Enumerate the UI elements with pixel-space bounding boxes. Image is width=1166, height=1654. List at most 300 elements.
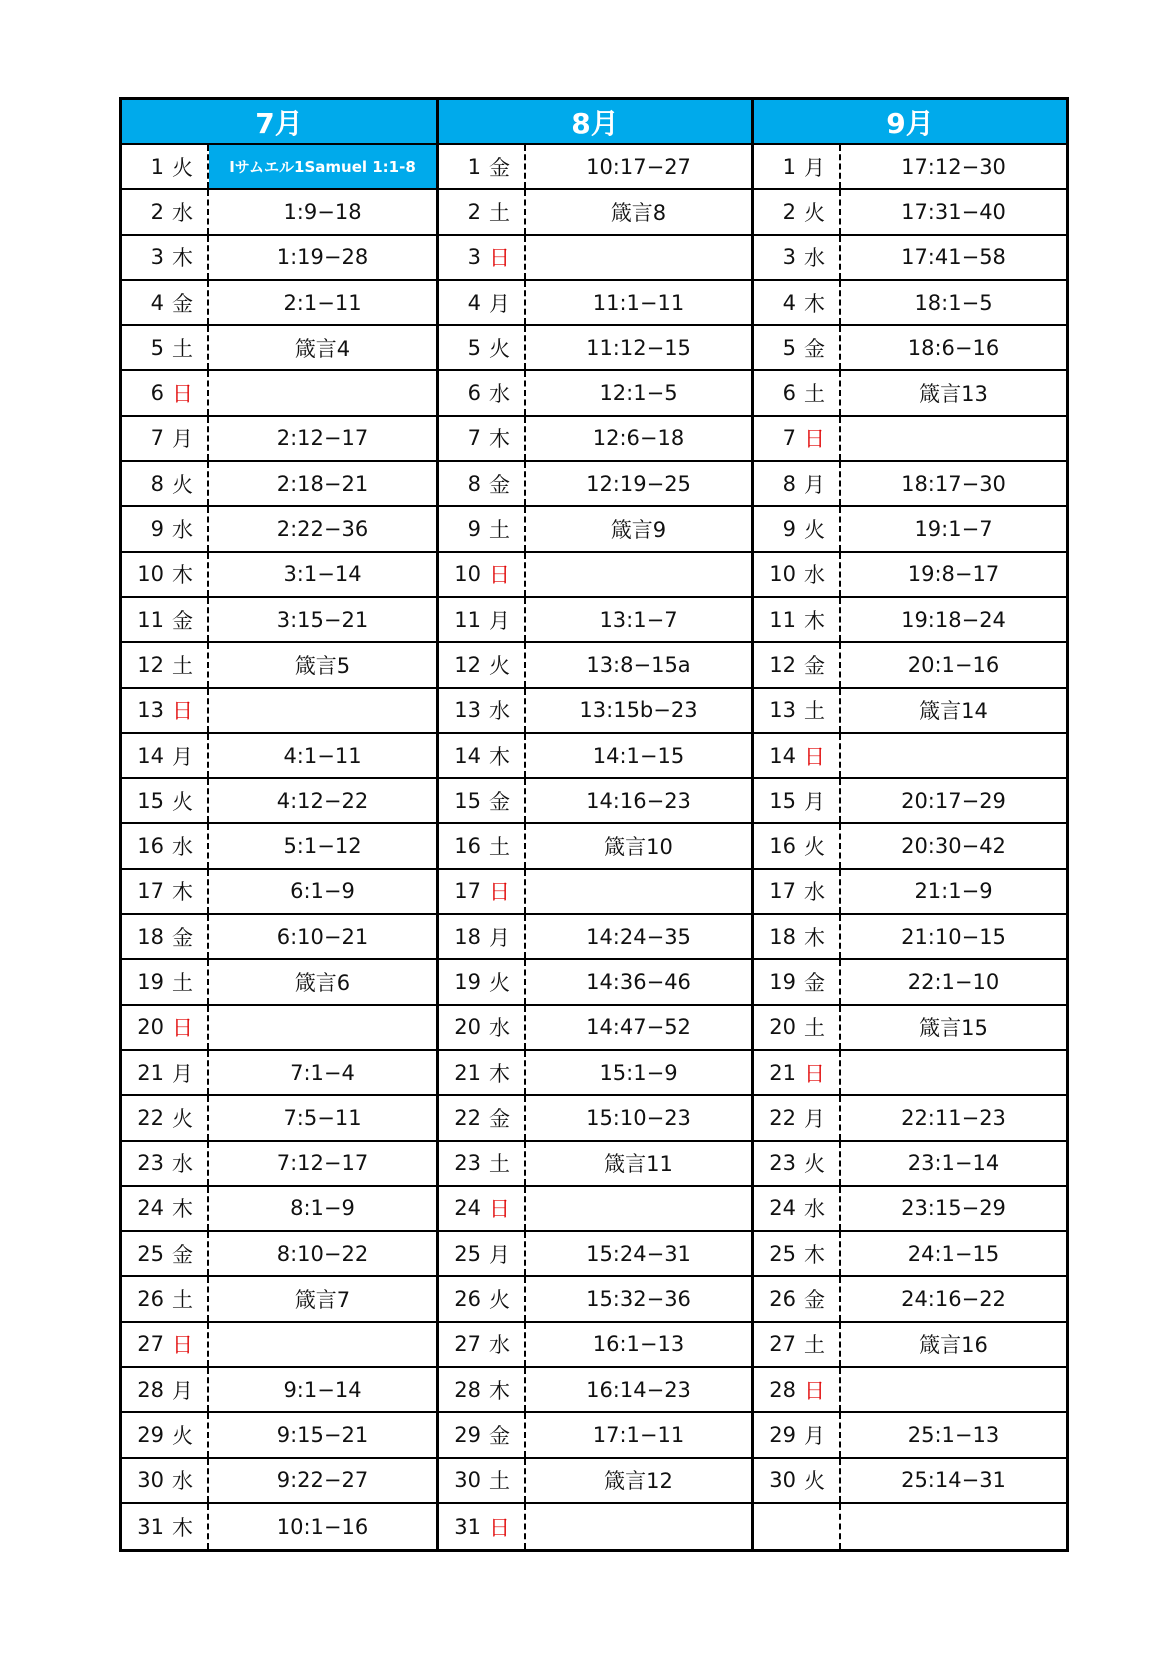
reading-cell: 14:1−15	[592, 743, 685, 768]
table-row	[754, 417, 1066, 462]
date-cell	[122, 1187, 209, 1230]
reading-cell: 箴言10	[604, 835, 673, 860]
weekday: 木	[489, 427, 510, 452]
weekday: 土	[172, 1288, 193, 1313]
reading-cell: 箴言16	[919, 1333, 988, 1358]
day-number: 19	[769, 969, 796, 994]
reading-cell: 箴言6	[294, 970, 351, 995]
reading-cell: 19:8−17	[907, 562, 1000, 587]
date-cell	[754, 1051, 841, 1094]
weekday: 月	[804, 1423, 825, 1448]
weekday: 土	[172, 970, 193, 995]
day-number: 26	[454, 1287, 481, 1312]
reading-cell: 3:15−21	[276, 607, 369, 632]
table-row	[754, 960, 1066, 1005]
date-cell	[439, 1277, 526, 1320]
date-cell	[754, 1504, 841, 1549]
table-row	[439, 870, 751, 915]
day-number: 6	[782, 381, 796, 406]
date-cell	[439, 1504, 526, 1549]
weekday: 火	[172, 1106, 193, 1131]
reading-cell: 9:1−14	[283, 1377, 362, 1402]
date-cell	[754, 417, 841, 460]
weekday: 火	[172, 1423, 193, 1448]
weekday: 金	[489, 155, 510, 180]
weekday: 金	[489, 1106, 510, 1131]
reading-cell: 6:10−21	[276, 924, 369, 949]
table-row	[439, 1277, 751, 1322]
day-number: 20	[454, 1015, 481, 1040]
date-cell	[439, 553, 526, 596]
table-row	[754, 598, 1066, 643]
table-row	[122, 1187, 436, 1232]
weekday: 金	[804, 336, 825, 361]
table-row	[754, 281, 1066, 326]
date-cell	[122, 598, 209, 641]
table-row	[439, 734, 751, 779]
table-row	[439, 236, 751, 281]
weekday: 木	[804, 608, 825, 633]
table-row	[439, 1187, 751, 1232]
weekday: 月	[172, 1061, 193, 1086]
table-row	[754, 1413, 1066, 1458]
date-cell	[439, 1368, 526, 1411]
table-row	[439, 145, 751, 190]
reading-cell: 24:16−22	[901, 1287, 1006, 1312]
date-cell	[754, 553, 841, 596]
date-cell	[439, 1142, 526, 1185]
day-number: 9	[782, 517, 796, 542]
day-number: 4	[782, 290, 796, 315]
day-number: 8	[150, 471, 164, 496]
date-cell	[122, 1232, 209, 1275]
reading-cell: 箴言5	[294, 653, 351, 678]
weekday: 火	[804, 200, 825, 225]
day-number: 30	[454, 1468, 481, 1493]
weekday: 日	[172, 382, 193, 407]
day-number: 18	[137, 924, 164, 949]
date-cell	[754, 779, 841, 822]
date-cell	[754, 643, 841, 686]
date-cell	[122, 643, 209, 686]
date-cell	[122, 870, 209, 913]
weekday: 日	[172, 699, 193, 724]
table-row	[754, 1187, 1066, 1232]
table-row	[754, 1096, 1066, 1141]
date-cell	[439, 236, 526, 279]
reading-cell: 10:1−16	[276, 1514, 369, 1539]
day-number: 17	[137, 879, 164, 904]
day-number: 18	[769, 924, 796, 949]
date-cell	[439, 281, 526, 324]
day-number: 12	[454, 652, 481, 677]
day-number: 24	[454, 1196, 481, 1221]
table-row	[439, 507, 751, 552]
day-number: 28	[454, 1377, 481, 1402]
day-number: 12	[769, 652, 796, 677]
reading-cell: 23:15−29	[901, 1196, 1006, 1221]
weekday: 金	[804, 653, 825, 678]
table-row	[122, 190, 436, 235]
date-cell	[122, 824, 209, 867]
month-column-september	[751, 100, 1066, 1549]
table-row	[754, 734, 1066, 779]
weekday: 土	[489, 518, 510, 543]
reading-cell: 8:10−22	[276, 1241, 369, 1266]
day-number: 13	[769, 698, 796, 723]
weekday: 日	[489, 1197, 510, 1222]
reading-cell	[209, 1323, 436, 1366]
reading-cell: 6:1−9	[290, 879, 355, 904]
reading-cell: 1:19−28	[276, 245, 369, 270]
table-row	[122, 507, 436, 552]
date-cell	[439, 1187, 526, 1230]
weekday: 日	[804, 1378, 825, 1403]
date-cell	[754, 190, 841, 233]
weekday: 金	[172, 925, 193, 950]
table-row	[754, 1232, 1066, 1277]
table-row	[122, 960, 436, 1005]
date-cell	[439, 870, 526, 913]
weekday: 木	[172, 1197, 193, 1222]
day-number: 5	[782, 335, 796, 360]
day-number: 25	[137, 1241, 164, 1266]
date-cell	[122, 1277, 209, 1320]
day-number: 17	[769, 879, 796, 904]
date-cell	[122, 1323, 209, 1366]
weekday: 月	[172, 1378, 193, 1403]
table-row	[122, 1277, 436, 1322]
table-row	[122, 145, 436, 190]
weekday: 火	[489, 336, 510, 361]
weekday: 日	[489, 1515, 510, 1540]
weekday: 木	[804, 291, 825, 316]
reading-cell: 25:1−13	[907, 1422, 1000, 1447]
weekday: 金	[804, 1288, 825, 1313]
weekday: 土	[804, 699, 825, 724]
day-number: 10	[454, 562, 481, 587]
reading-cell: 11:1−11	[592, 290, 685, 315]
day-number: 18	[454, 924, 481, 949]
weekday: 水	[172, 1469, 193, 1494]
day-number: 4	[150, 290, 164, 315]
weekday: 土	[489, 200, 510, 225]
table-row	[439, 779, 751, 824]
weekday: 日	[172, 1016, 193, 1041]
reading-cell	[209, 1006, 436, 1049]
day-number: 26	[769, 1287, 796, 1312]
reading-cell: 8:1−9	[290, 1196, 355, 1221]
weekday: 月	[489, 291, 510, 316]
date-cell	[439, 1051, 526, 1094]
reading-cell	[209, 371, 436, 414]
reading-cell: 16:14−23	[586, 1377, 691, 1402]
day-number: 21	[769, 1060, 796, 1085]
table-row	[439, 1504, 751, 1549]
reading-cell: 22:1−10	[907, 969, 1000, 994]
date-cell	[754, 462, 841, 505]
date-cell	[754, 734, 841, 777]
date-cell	[754, 824, 841, 867]
day-number: 27	[137, 1332, 164, 1357]
date-cell	[754, 598, 841, 641]
weekday: 木	[172, 563, 193, 588]
day-number: 19	[137, 969, 164, 994]
table-row	[122, 1323, 436, 1368]
day-number: 7	[150, 426, 164, 451]
table-row	[754, 145, 1066, 190]
reading-cell: 14:24−35	[586, 924, 691, 949]
weekday: 日	[804, 744, 825, 769]
day-number: 6	[150, 381, 164, 406]
day-number: 20	[769, 1015, 796, 1040]
day-number: 5	[467, 335, 481, 360]
day-number: 14	[454, 743, 481, 768]
reading-cell: 18:17−30	[901, 471, 1006, 496]
weekday: 水	[172, 1152, 193, 1177]
date-cell	[122, 915, 209, 958]
reading-cell: 箴言13	[919, 382, 988, 407]
weekday: 日	[489, 880, 510, 905]
reading-cell: 15:10−23	[586, 1105, 691, 1130]
table-row	[754, 507, 1066, 552]
day-number: 7	[467, 426, 481, 451]
table-row	[439, 1459, 751, 1504]
date-cell	[122, 326, 209, 369]
table-row	[439, 960, 751, 1005]
weekday: 木	[489, 1061, 510, 1086]
date-cell	[122, 1051, 209, 1094]
table-row	[122, 689, 436, 734]
date-cell	[122, 1413, 209, 1456]
day-number: 1	[782, 154, 796, 179]
reading-cell: 12:19−25	[586, 471, 691, 496]
reading-cell: 25:14−31	[901, 1468, 1006, 1493]
weekday: 土	[489, 835, 510, 860]
table-row	[754, 326, 1066, 371]
weekday: 月	[804, 789, 825, 814]
day-number: 16	[137, 834, 164, 859]
reading-cell: 14:47−52	[586, 1015, 691, 1040]
reading-cell: 14:36−46	[586, 969, 691, 994]
reading-cell: 箴言14	[919, 699, 988, 724]
reading-cell: 15:1−9	[599, 1060, 678, 1085]
table-row	[122, 236, 436, 281]
table-row	[439, 1006, 751, 1051]
day-number: 13	[137, 698, 164, 723]
table-row	[122, 1096, 436, 1141]
table-row	[439, 824, 751, 869]
day-number: 4	[467, 290, 481, 315]
table-row	[439, 1368, 751, 1413]
weekday: 水	[489, 1333, 510, 1358]
day-number: 11	[769, 607, 796, 632]
date-cell	[754, 507, 841, 550]
table-row	[754, 689, 1066, 734]
day-number: 15	[137, 788, 164, 813]
reading-cell: 9:15−21	[276, 1422, 369, 1447]
reading-cell: 21:1−9	[914, 879, 993, 904]
day-number: 2	[467, 199, 481, 224]
table-row	[122, 870, 436, 915]
reading-cell: 20:17−29	[901, 788, 1006, 813]
weekday: 月	[804, 155, 825, 180]
reading-cell: 2:12−17	[276, 426, 369, 451]
weekday: 月	[804, 472, 825, 497]
weekday: 土	[489, 1469, 510, 1494]
weekday: 月	[489, 608, 510, 633]
day-number: 20	[137, 1015, 164, 1040]
weekday: 木	[172, 880, 193, 905]
reading-cell	[841, 1051, 1066, 1094]
day-number: 22	[454, 1105, 481, 1130]
weekday: 水	[489, 382, 510, 407]
reading-cell: 13:15b−23	[579, 698, 698, 723]
day-number: 11	[454, 607, 481, 632]
month-header: 9月	[754, 100, 1066, 145]
weekday: 水	[489, 1016, 510, 1041]
weekday: 金	[172, 608, 193, 633]
reading-cell: 4:1−11	[283, 743, 362, 768]
table-row	[439, 326, 751, 371]
weekday: 火	[489, 970, 510, 995]
reading-cell: Ⅰサムエル1Samuel 1:1-8	[209, 145, 436, 188]
reading-cell	[209, 689, 436, 732]
day-number: 8	[467, 471, 481, 496]
table-row	[754, 643, 1066, 688]
reading-cell	[526, 1187, 751, 1230]
weekday: 木	[172, 246, 193, 271]
day-number: 29	[137, 1422, 164, 1447]
reading-cell: 24:1−15	[907, 1241, 1000, 1266]
table-row	[122, 779, 436, 824]
date-cell	[754, 371, 841, 414]
date-cell	[439, 145, 526, 188]
day-number: 23	[137, 1151, 164, 1176]
day-number: 21	[137, 1060, 164, 1085]
weekday: 月	[489, 925, 510, 950]
day-number: 16	[454, 834, 481, 859]
date-cell	[122, 779, 209, 822]
date-cell	[439, 326, 526, 369]
date-cell	[439, 1459, 526, 1502]
date-cell	[122, 145, 209, 188]
weekday: 火	[804, 835, 825, 860]
weekday: 火	[172, 789, 193, 814]
reading-cell: 箴言4	[294, 336, 351, 361]
date-cell	[754, 236, 841, 279]
reading-cell: 箴言11	[604, 1152, 673, 1177]
day-number: 15	[769, 788, 796, 813]
weekday: 水	[804, 880, 825, 905]
day-number: 3	[150, 245, 164, 270]
date-cell	[122, 1006, 209, 1049]
date-cell	[122, 1142, 209, 1185]
table-row	[754, 915, 1066, 960]
day-number: 2	[782, 199, 796, 224]
date-cell	[122, 507, 209, 550]
table-row	[122, 281, 436, 326]
table-row	[122, 598, 436, 643]
date-cell	[439, 417, 526, 460]
day-number: 3	[467, 245, 481, 270]
weekday: 火	[489, 653, 510, 678]
day-number: 2	[150, 199, 164, 224]
date-cell	[439, 371, 526, 414]
weekday: 土	[489, 1152, 510, 1177]
date-cell	[754, 1277, 841, 1320]
date-cell	[439, 190, 526, 233]
table-row	[439, 643, 751, 688]
date-cell	[754, 689, 841, 732]
date-cell	[122, 1459, 209, 1502]
reading-cell: 12:1−5	[599, 381, 678, 406]
weekday: 土	[804, 1333, 825, 1358]
date-cell	[439, 915, 526, 958]
table-row	[122, 462, 436, 507]
date-cell	[122, 281, 209, 324]
weekday: 金	[172, 291, 193, 316]
reading-cell: 15:32−36	[586, 1287, 691, 1312]
table-row	[754, 1459, 1066, 1504]
date-cell	[122, 1504, 209, 1549]
date-cell	[439, 1096, 526, 1139]
table-row	[439, 598, 751, 643]
reading-cell: 13:1−7	[599, 607, 678, 632]
day-number: 31	[137, 1514, 164, 1539]
reading-cell: 9:22−27	[276, 1468, 369, 1493]
weekday: 火	[172, 472, 193, 497]
reading-cell	[526, 236, 751, 279]
weekday: 金	[489, 1423, 510, 1448]
reading-cell: 17:41−58	[901, 245, 1006, 270]
weekday: 土	[804, 1016, 825, 1041]
table-row	[754, 1051, 1066, 1096]
day-number: 1	[467, 154, 481, 179]
reading-cell: 箴言12	[604, 1469, 673, 1494]
table-row	[754, 1504, 1066, 1549]
day-number: 30	[137, 1468, 164, 1493]
day-number: 22	[769, 1105, 796, 1130]
table-row	[754, 1277, 1066, 1322]
table-row	[122, 371, 436, 416]
weekday: 金	[489, 472, 510, 497]
weekday: 水	[804, 246, 825, 271]
date-cell	[754, 1232, 841, 1275]
day-number: 3	[782, 245, 796, 270]
date-cell	[439, 1323, 526, 1366]
reading-cell: 18:1−5	[914, 290, 993, 315]
reading-cell	[841, 734, 1066, 777]
weekday: 水	[172, 518, 193, 543]
table-row	[439, 1413, 751, 1458]
table-row	[122, 734, 436, 779]
date-cell	[754, 281, 841, 324]
reading-cell: 14:16−23	[586, 788, 691, 813]
table-row	[439, 553, 751, 598]
weekday: 日	[804, 427, 825, 452]
date-cell	[754, 145, 841, 188]
weekday: 火	[804, 518, 825, 543]
day-number: 14	[137, 743, 164, 768]
date-cell	[754, 960, 841, 1003]
day-number: 24	[137, 1196, 164, 1221]
date-cell	[122, 236, 209, 279]
weekday: 月	[804, 1106, 825, 1131]
reading-cell: 2:18−21	[276, 471, 369, 496]
date-cell	[122, 689, 209, 732]
reading-cell: 20:1−16	[907, 652, 1000, 677]
